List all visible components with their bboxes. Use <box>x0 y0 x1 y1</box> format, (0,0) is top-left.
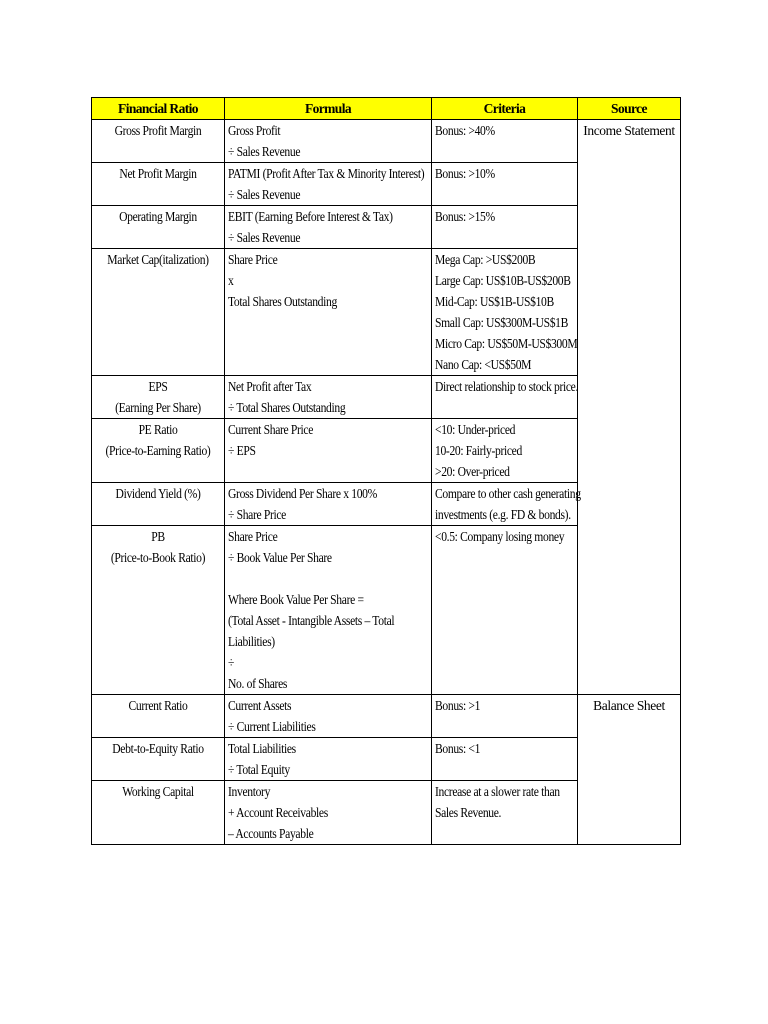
cell-line: EBIT (Earning Before Interest & Tax) <box>228 209 393 224</box>
cell-line: Total Shares Outstanding <box>228 294 337 309</box>
formula-cell <box>225 120 432 163</box>
cell-line: Micro Cap: US$50M-US$300M <box>435 336 578 351</box>
criteria-cell <box>432 206 578 249</box>
cell-line: Dividend Yield (%) <box>115 486 201 501</box>
source-balance-sheet: Balance Sheet <box>578 695 681 845</box>
cell-line: Current Ratio <box>128 698 188 713</box>
blank-line <box>228 568 428 589</box>
cell-line: Increase at a slower rate than <box>435 784 560 799</box>
cell-line: (Price-to-Book Ratio) <box>110 550 206 565</box>
formula-cell <box>225 738 432 781</box>
cell-line: Market Cap(italization) <box>107 252 209 267</box>
cell-line: Total Liabilities <box>228 741 296 756</box>
cell-line: Current Share Price <box>228 422 314 437</box>
cell-line: Bonus: >15% <box>435 209 495 224</box>
cell-line: Bonus: <1 <box>435 741 481 756</box>
cell-line: Gross Profit Margin <box>114 123 202 138</box>
cell-line: Sales Revenue. <box>435 805 502 820</box>
cell-line: + Account Receivables <box>228 805 328 820</box>
formula-cell <box>225 206 432 249</box>
ratio-name-cell <box>92 419 225 483</box>
cell-line: Bonus: >1 <box>435 698 481 713</box>
ratio-name-cell <box>92 120 225 163</box>
ratio-name-cell <box>92 738 225 781</box>
cell-line: Compare to other cash generating <box>435 486 581 501</box>
cell-line: investments (e.g. FD & bonds). <box>435 507 571 522</box>
cell-line: Share Price <box>228 252 278 267</box>
criteria-cell <box>432 376 578 419</box>
cell-line: Bonus: >10% <box>435 166 495 181</box>
criteria-cell <box>432 738 578 781</box>
cell-line: x <box>228 273 234 288</box>
cell-line: ÷ Sales Revenue <box>228 187 301 202</box>
ratio-name-cell <box>92 163 225 206</box>
cell-line: Net Profit after Tax <box>228 379 312 394</box>
cell-line: ÷ Sales Revenue <box>228 144 301 159</box>
financial-ratio-table <box>91 97 681 845</box>
criteria-cell <box>432 419 578 483</box>
cell-line: ÷ Share Price <box>228 507 286 522</box>
cell-line: ÷ Current Liabilities <box>228 719 316 734</box>
cell-line: Current Assets <box>228 698 292 713</box>
cell-line: Large Cap: US$10B-US$200B <box>435 273 571 288</box>
header-criteria: Criteria <box>432 98 578 120</box>
cell-line: <10: Under-priced <box>435 422 516 437</box>
source-income-statement: Income Statement <box>578 120 681 695</box>
formula-cell <box>225 695 432 738</box>
cell-line: Working Capital <box>122 784 194 799</box>
criteria-cell <box>432 120 578 163</box>
formula-cell <box>225 163 432 206</box>
cell-line: PB <box>151 529 165 544</box>
cell-line: Mega Cap: >US$200B <box>435 252 536 267</box>
cell-line: No. of Shares <box>228 676 288 691</box>
cell-line: Share Price <box>228 529 278 544</box>
ratio-name-cell <box>92 781 225 845</box>
cell-line: Small Cap: US$300M-US$1B <box>435 315 569 330</box>
cell-line: – Accounts Payable <box>228 826 314 841</box>
cell-line: >20: Over-priced <box>435 464 510 479</box>
header-formula: Formula <box>225 98 432 120</box>
cell-line: (Earning Per Share) <box>115 400 201 415</box>
cell-line: ÷ Book Value Per Share <box>228 550 332 565</box>
header-financial-ratio: Financial Ratio <box>92 98 225 120</box>
cell-line: Gross Dividend Per Share x 100% <box>228 486 377 501</box>
cell-line: Where Book Value Per Share = <box>228 592 364 607</box>
ratio-name-cell <box>92 526 225 695</box>
table-row <box>92 695 681 738</box>
cell-line: Net Profit Margin <box>119 166 197 181</box>
cell-line: 10-20: Fairly-priced <box>435 443 522 458</box>
ratio-name-cell <box>92 376 225 419</box>
cell-line: ÷ <box>228 655 235 670</box>
cell-line: Nano Cap: <US$50M <box>435 357 532 372</box>
cell-line: Inventory <box>228 784 271 799</box>
criteria-cell <box>432 483 581 526</box>
formula-cell <box>225 376 432 419</box>
ratio-name-cell <box>92 695 225 738</box>
cell-line: Liabilities) <box>228 634 275 649</box>
table-row <box>92 120 681 163</box>
table-body <box>92 120 681 845</box>
cell-line: PATMI (Profit After Tax & Minority Interest) <box>228 166 425 181</box>
ratio-name-cell <box>92 249 225 376</box>
formula-cell <box>225 249 432 376</box>
cell-line: Operating Margin <box>119 209 197 224</box>
criteria-cell <box>432 526 578 695</box>
table-header-row <box>92 98 681 120</box>
header-source: Source <box>578 98 681 120</box>
ratio-name-cell <box>92 483 225 526</box>
criteria-cell <box>432 163 578 206</box>
formula-cell <box>225 526 432 695</box>
cell-line: Direct relationship to stock price. <box>435 379 579 394</box>
cell-line: Mid-Cap: US$1B-US$10B <box>435 294 554 309</box>
cell-line: Bonus: >40% <box>435 123 495 138</box>
formula-cell <box>225 419 432 483</box>
cell-line: Debt-to-Equity Ratio <box>112 741 204 756</box>
cell-line: (Price-to-Earning Ratio) <box>105 443 211 458</box>
cell-line: ÷ Total Equity <box>228 762 290 777</box>
formula-cell <box>225 483 432 526</box>
cell-line: <0.5: Company losing money <box>435 529 565 544</box>
cell-line: ÷ Total Shares Outstanding <box>228 400 346 415</box>
formula-cell <box>225 781 432 845</box>
criteria-cell <box>432 695 578 738</box>
cell-line: Gross Profit <box>228 123 281 138</box>
cell-line: ÷ Sales Revenue <box>228 230 301 245</box>
cell-line: PE Ratio <box>138 422 178 437</box>
ratio-name-cell <box>92 206 225 249</box>
criteria-cell <box>432 781 578 845</box>
criteria-cell <box>432 249 578 376</box>
cell-line: (Total Asset - Intangible Assets – Total <box>228 613 395 628</box>
cell-line: ÷ EPS <box>228 443 256 458</box>
cell-line: EPS <box>148 379 168 394</box>
